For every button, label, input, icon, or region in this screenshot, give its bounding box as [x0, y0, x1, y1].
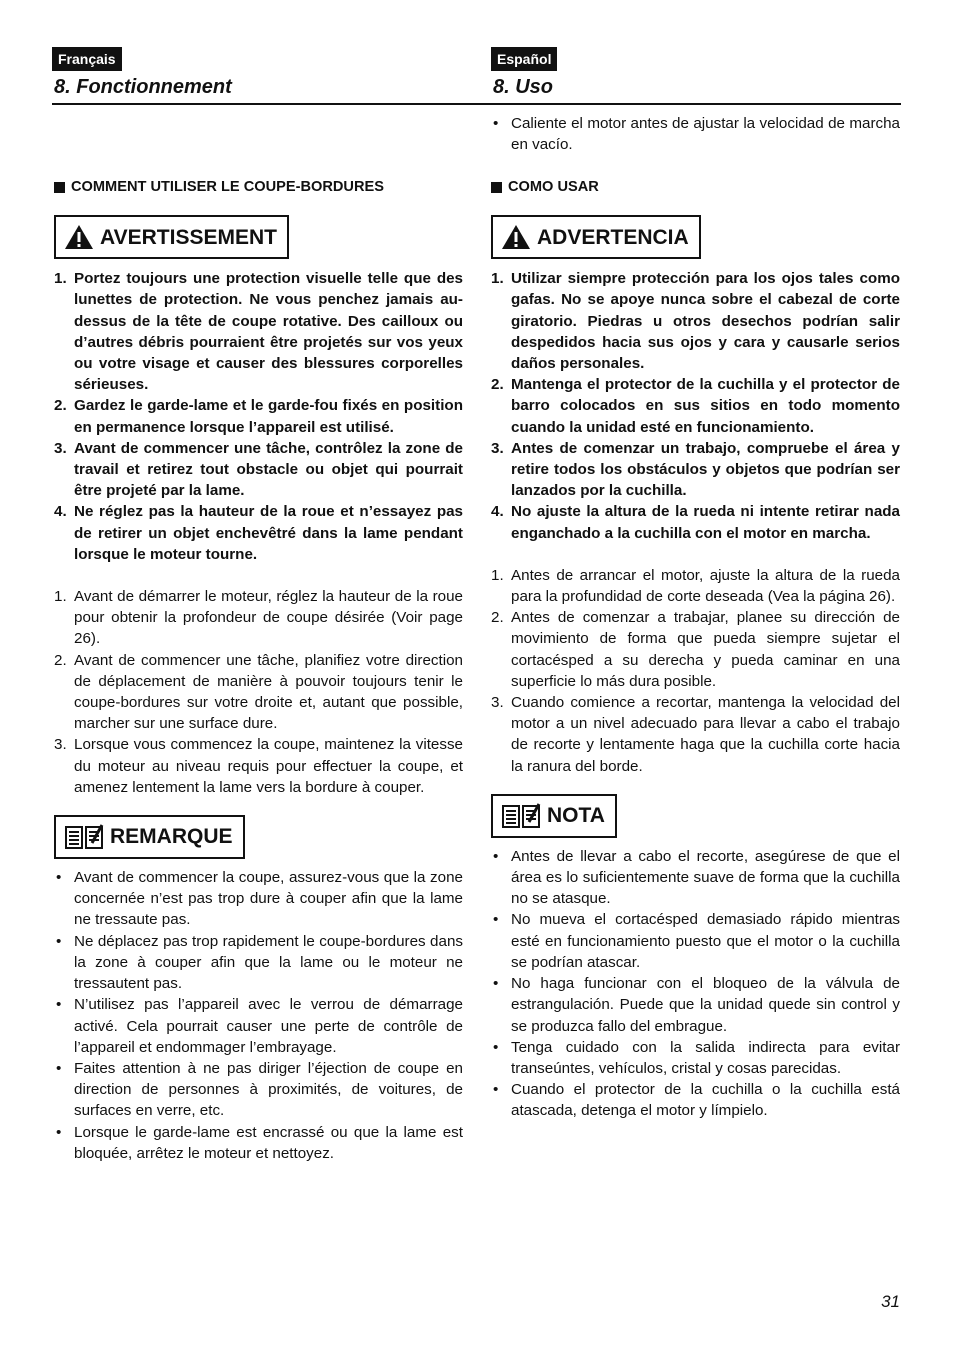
lang-tab-spanish: Español	[491, 47, 557, 71]
square-bullet-icon	[54, 182, 65, 193]
list-item: 1. Portez toujours une protection visuelle telle que des lunettes de protection. Ne vous penchez jamais au-dessus de la tête de coupe rotative. Des cailloux ou d’autres débris pourraient être projetés sur vos yeux ou votre visage et causer des blessures corporelles sérieuses.	[54, 270, 463, 394]
steps-list-french	[54, 586, 463, 798]
warning-box-french: AVERTISSEMENT	[54, 215, 289, 259]
list-item: 1. Utilizar siempre protección para los ojos tales como gafas. No se apoye nunca sobre el cabezal de corte giratorio. Piedras u otros desechos podrían salir despedidos hacia sus ojos y cara y causarle serios daños personales.	[491, 270, 900, 373]
open-book-icon	[64, 823, 104, 851]
page-number: 31	[881, 1292, 900, 1311]
list-item: 2. Antes de comenzar a trabajar, planee su dirección de movimiento de forma que pueda siempre sujetar el cortacésped a su derecha y pueda caminar en una superficie lo más dura posible.	[491, 609, 900, 690]
lang-tab-french: Français	[52, 47, 122, 71]
note-box-spanish: NOTA	[491, 794, 617, 838]
open-book-icon	[501, 802, 541, 830]
list-item: • No haga funcionar con el bloqueo de la válvula de estrangulación. Puede que la unidad quede sin control y se produzca fallo del embrague.	[493, 975, 900, 1035]
list-item: 3. Avant de commencer une tâche, contrôlez la zone de travail et retirez tout obstacle ou objet qui pourrait être projeté par la lame.	[54, 439, 463, 500]
warning-triangle-icon	[64, 224, 94, 250]
warnings-list-spanish	[491, 268, 900, 544]
warning-box-spanish: ADVERTENCIA	[491, 215, 701, 259]
list-item: • No mueva el cortacésped demasiado rápido mientras esté en funcionamiento puesto que el motor o la cuchilla se podrían atascar.	[493, 911, 900, 971]
list-item: 3. Antes de comenzar un trabajo, compruebe el área y retire todos los obstáculos y objetos que podrían ser lanzados por la cuchilla.	[491, 439, 900, 500]
notes-list-french	[54, 867, 463, 1164]
intro-spanish	[491, 113, 900, 155]
list-item: • Lorsque le garde-lame est encrassé ou que la lame est bloquée, arrêtez le moteur et nettoyez.	[56, 1123, 463, 1162]
intro-bullet: • Caliente el motor antes de ajustar la velocidad de marcha en vacío.	[493, 115, 900, 154]
subhead-french: COMMENT UTILISER LE COUPE-BORDURES	[54, 177, 463, 198]
section-title-french: 8. Fonctionnement	[54, 76, 232, 98]
list-item: 3. Cuando comience a recortar, mantenga la velocidad del motor a un nivel adecuado para llevar a cabo el trabajo de recorte y lentamente haga que la cuchilla corte hacia la ranura del borde.	[491, 694, 900, 775]
list-item: • N’utilisez pas l’appareil avec le verrou de démarrage activé. Cela pourrait causer une perte de contrôle de l’appareil et endommager l’embrayage.	[56, 996, 463, 1056]
notes-list-spanish	[491, 846, 900, 1122]
list-item: 2. Mantenga el protector de la cuchilla y el protector de barro colocados en sus sitios en todo momento cuando la unidad esté en funcionamiento.	[491, 376, 900, 436]
list-item: • Faites attention à ne pas diriger l’éjection de coupe en direction de personnes à proximités, de voitures, de surfaces en verre, etc.	[56, 1059, 463, 1120]
square-bullet-icon	[491, 182, 502, 193]
warnings-list-french	[54, 268, 463, 565]
warning-triangle-icon	[501, 224, 531, 250]
header-rule	[52, 103, 901, 105]
column-spanish	[491, 177, 900, 1122]
steps-list-spanish	[491, 565, 900, 777]
list-item: 1. Avant de démarrer le moteur, réglez la hauteur de la roue pour obtenir la profondeur de coupe désirée (Voir page 26).	[54, 588, 463, 648]
list-item: 4. No ajuste la altura de la rueda ni intente retirar nada enganchado a la cuchilla con el motor en marcha.	[491, 503, 900, 542]
list-item: 1. Antes de arrancar el motor, ajuste la altura de la rueda para la profundidad de corte deseada (Vea la página 26).	[491, 566, 900, 606]
list-item: • Avant de commencer la coupe, assurez-vous que la zone concernée n’est pas trop dure à couper afin que la lame ne tressaute pas.	[56, 869, 463, 929]
column-french	[54, 177, 463, 1164]
list-item: • Tenga cuidado con la salida indirecta para evitar transeúntes, vehículos, cristal y cosas parecidas.	[493, 1038, 900, 1077]
list-item: • Ne déplacez pas trop rapidement le coupe-bordures dans la zone à couper afin que la lame ou le moteur ne tressautent pas.	[56, 932, 463, 993]
list-item: 4. Ne réglez pas la hauteur de la roue et n’essayez pas de retirer un objet enchevêtré dans la lame pendant lorsque le moteur tourne.	[54, 503, 463, 563]
section-title-spanish: 8. Uso	[493, 76, 554, 98]
subhead-spanish: COMO USAR	[491, 177, 900, 198]
list-item: • Cuando el protector de la cuchilla o la cuchilla está atascada, detenga el motor y límpielo.	[493, 1081, 900, 1120]
list-item: 3. Lorsque vous commencez la coupe, maintenez la vitesse du moteur au niveau requis pour effectuer la coupe, et amenez lentement la lame vers la bordure à couper.	[54, 736, 463, 796]
list-item: 2. Avant de commencer une tâche, planifiez votre direction de déplacement de manière à pouvoir toujours tenir le coupe-bordures sur votre droite et, autant que possible, marcher sur une surface dure.	[54, 651, 463, 733]
note-box-french: REMARQUE	[54, 815, 245, 859]
list-item: • Antes de llevar a cabo el recorte, asegúrese de que el área es lo suficientemente suave de forma que la cuchilla no se atasque.	[493, 847, 900, 908]
list-item: 2. Gardez le garde-lame et le garde-fou fixés en position en permanence lorsque l’appareil est utilisé.	[54, 397, 463, 436]
